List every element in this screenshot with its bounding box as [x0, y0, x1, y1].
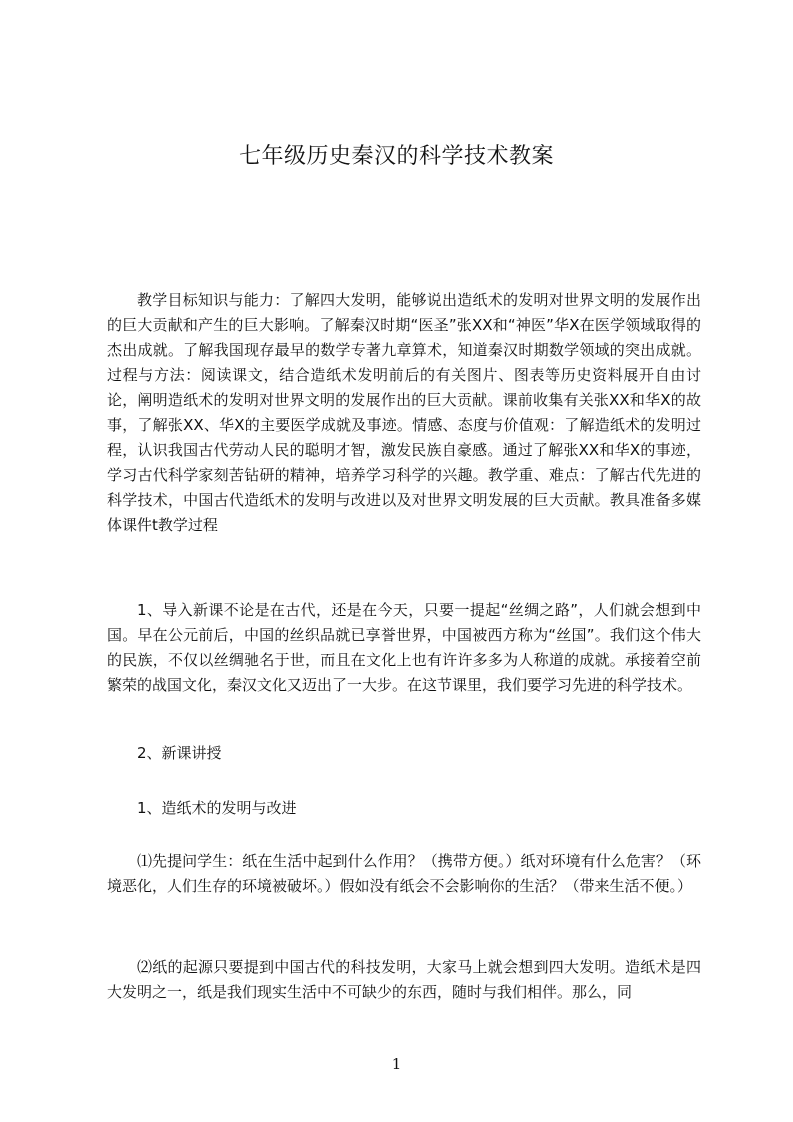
paragraph-question-2: ⑵纸的起源只要提到中国古代的科技发明，大家马上就会想到四大发明。造纸术是四大发明之一，纸是我们现实生活中不可缺少的东西，随时与我们相伴。那么，同 [107, 958, 701, 1001]
heading-new-lesson: 2、新课讲授 [137, 744, 222, 762]
document-title: 七年级历史秦汉的科学技术教案 [238, 144, 554, 169]
paragraph-introduction: 1、导入新课不论是在古代，还是在今天，只要一提起“丝绸之路”，人们就会想到中国。早在公元前后，中国的丝织品就已享誉世界，中国被西方称为“丝国”。我们这个伟大的民族，不仅以丝绸驰名于世，而且在文化上也有许许多多为人称道的成就。承接着空前繁荣的战国文化，秦汉文化又迈出了一大步。在这节课里，我们要学习先进的科学技术。 [107, 601, 701, 694]
page-number: 1 [391, 1055, 402, 1073]
paragraph-question-1: ⑴先提问学生：纸在生活中起到什么作用？（携带方便。）纸对环境有什么危害？（环境恶化，人们生存的环境被破坏。）假如没有纸会不会影响你的生活？（带来生活不便。） [107, 852, 701, 895]
paragraph-teaching-objectives: 教学目标知识与能力：了解四大发明，能够说出造纸术的发明对世界文明的发展作出的巨大贡献和产生的巨大影响。了解秦汉时期“医圣”张XX和“神医”华X在医学领域取得的杰出成就。了解我国现存最早的数学专著九章算术，知道秦汉时期数学领域的突出成就。过程与方法：阅读课文，结合造纸术发明前后的有关图片、图表等历史资料展开自由讨论，阐明造纸术的发明对世界文明的发展作出的巨大贡献。课前收集有关张XX和华X的故事，了解张XX、华X的主要医学成就及事迹。情感、态度与价值观：了解造纸术的发明过程，认识我国古代劳动人民的聪明才智，激发民族自豪感。通过了解张XX和华X的事迹，学习古代科学家刻苦钻研的精神，培养学习科学的兴趣。教学重、难点：了解古代先进的科学技术，中国古代造纸术的发明与改进以及对世界文明发展的巨大贡献。教具准备多媒体课件t教学过程 [107, 291, 701, 534]
heading-papermaking: 1、造纸术的发明与改进 [137, 799, 297, 817]
